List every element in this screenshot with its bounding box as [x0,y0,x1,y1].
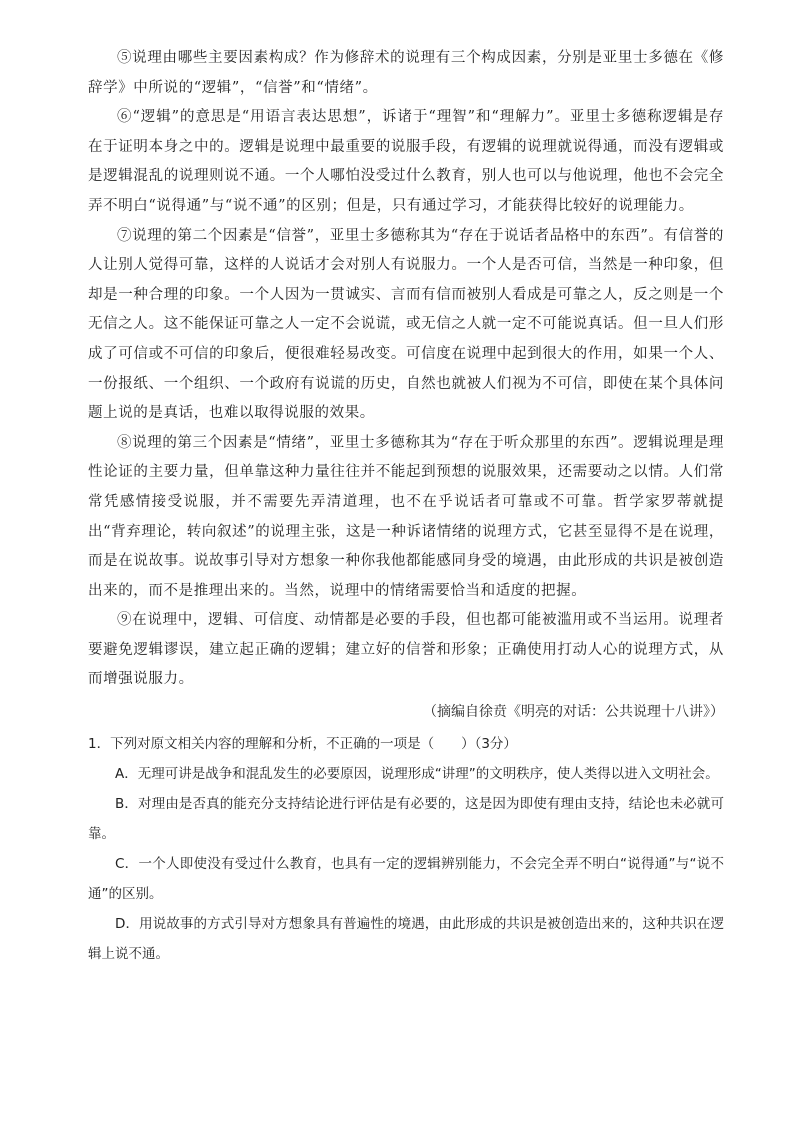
option-c: C．一个人即使没有受过什么教育，也具有一定的逻辑辨别能力，不会完全弄不明白“说得通”与“说不通”的区别。 [88,856,724,903]
option-b: B．对理由是否真的能充分支持结论进行评估是有必要的，这是因为即使有理由支持，结论也未必就可靠。 [88,796,724,843]
paragraph-7: ⑦说理的第二个因素是“信誉”，亚里士多德称其为“存在于说话者品格中的东西”。有信誉的人让别人觉得可靠，这样的人说话才会对别人有说服力。一个人是否可信，当然是一种印象，但却是一种合理的印象。一个人因为一贯诚实、言而有信而被别人看成是可靠之人，反之则是一个无信之人。这不能保证可靠之人一定不会说谎，或无信之人就一定不可能说真话。但一旦人们形成了可信或不可信的印象后，便很难轻易改变。可信度在说理中起到很大的作用，如果一个人、一份报纸、一个组织、一个政府有说谎的历史，自然也就被人们视为不可信，即使在某个具体问题上说的是真话，也难以取得说服的效果。 [88,227,724,422]
document-page [88,44,724,969]
passage [88,44,724,727]
option-a: A．无理可讲是战争和混乱发生的必要原因，说理形成“讲理”的文明秩序，使人类得以进入文明社会。 [115,766,719,783]
source-citation: （摘编自徐贲《明亮的对话：公共说理十八讲》） [423,704,724,721]
paragraph-5: ⑤说理由哪些主要因素构成？作为修辞术的说理有三个构成因素，分别是亚里士多德在《修辞学》中所说的“逻辑”，“信誉”和“情绪”。 [88,50,724,96]
question-stem: 1．下列对原文相关内容的理解和分析，不正确的一项是（ ）（3分） [88,736,517,753]
option-d: D．用说故事的方式引导对方想象具有普遍性的境遇，由此形成的共识是被创造出来的，这种共识在逻辑上说不通。 [88,916,724,963]
question-1 [88,729,724,969]
paragraph-9: ⑨在说理中，逻辑、可信度、动情都是必要的手段，但也都可能被滥用或不当运用。说理者要避免逻辑谬误，建立起正确的逻辑；建立好的信誉和形象；正确使用打动人心的说理方式，从而增强说服力。 [88,612,724,688]
paragraph-8: ⑧说理的第三个因素是“情绪”，亚里士多德称其为“存在于听众那里的东西”。逻辑说理是理性论证的主要力量，但单靠这种力量往往并不能起到预想的说服效果，还需要动之以情。人们常常凭感情接受说服，并不需要先弄清道理，也不在乎说话者可靠或不可靠。哲学家罗蒂就提出“背弃理论，转向叙述”的说理主张，这是一种诉诸情绪的说理方式，它甚至显得不是在说理，而是在说故事。说故事引导对方想象一种你我他都能感同身受的境遇，由此形成的共识是被创造出来的，而不是推理出来的。当然，说理中的情绪需要恰当和适度的把握。 [88,434,724,599]
paragraph-6: ⑥“逻辑”的意思是“用语言表达思想”，诉诸于“理智”和“理解力”。亚里士多德称逻辑是存在于证明本身之中的。逻辑是说理中最重要的说服手段，有逻辑的说理就说得通，而没有逻辑或是逻辑混乱的说理则说不通。一个人哪怕没受过什么教育，别人也可以与他说理，他也不会完全弄不明白“说得通”与“说不通”的区别；但是，只有通过学习，才能获得比较好的说理能力。 [88,109,724,214]
